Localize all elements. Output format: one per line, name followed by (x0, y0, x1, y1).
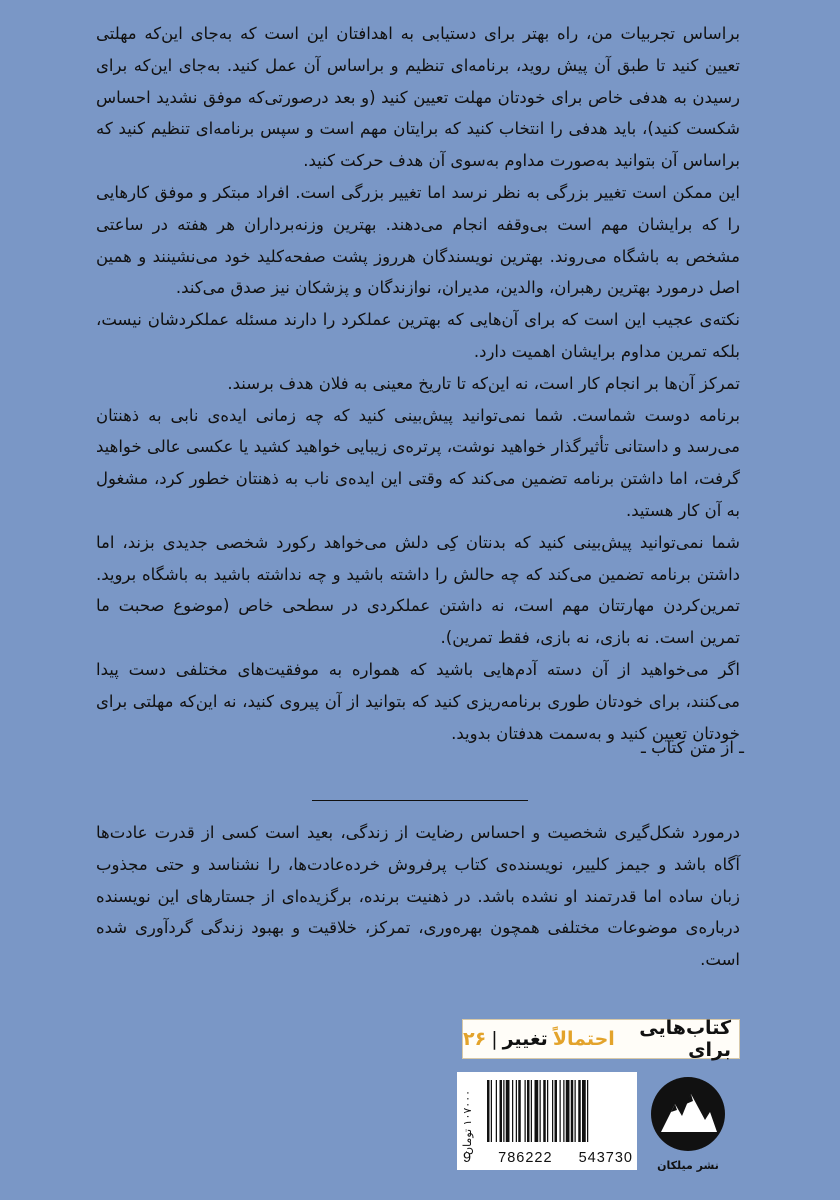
divider (312, 800, 528, 801)
about-book-text (96, 817, 740, 976)
paragraph: براساس تجربیات من، راه بهتر برای دستیابی به اهدافتان این است که به‌جای این‌که مهلتی تعیین کنید تا طبق آن پیش روید، برنامه‌ای تنظیم و براساس آن عمل کنید. به‌جای این‌که برای رسیدن به هدفی خاص برای خودتان مهلت تعیین کنید (و بعد درصورتی‌که موفق نشدید احساس شکست کنید)، باید هدفی را انتخاب کنید که برایتان مهم است و سپس برنامه‌ای تنظیم کنید که براساس آن بتوانید به‌صورت مداوم به‌سوی آن هدف حرکت کنید. (96, 24, 740, 171)
excerpt-source: ـ از متن کتاب ـ (641, 738, 744, 757)
main-text (96, 18, 740, 749)
series-prefix: کتاب‌هایی برای (639, 1017, 731, 1061)
paragraph: نکته‌ی عجیب این است که برای آن‌هایی که بهترین عملکرد را دارند مسئله عملکردشان نیست، بلکه تمرین مداوم برایشان اهمیت دارد. (96, 310, 740, 361)
series-suffix: تغییر (502, 1028, 548, 1050)
paragraph: این ممکن است تغییر بزرگی به نظر نرسد اما تغییر بزرگی است. افراد مبتکر و موفق کارهایی را که برایشان مهم است بی‌وقفه انجام می‌دهند. بهترین وزنه‌برداران هر هفته در ساعتی مشخص به باشگاه می‌روند. بهترین نویسندگان هرروز پشت صفحه‌کلید خود می‌نشینند و همین اصل درمورد بهترین رهبران، والدین، مدیران، نوازندگان و پزشکان نیز صدق می‌کند. (96, 182, 740, 298)
paragraph: برنامه دوست شماست. شما نمی‌توانید پیش‌بینی کنید که چه زمانی ایده‌ی نابی به ذهنتان می‌رسد و داستانی تأثیرگذار خواهید نوشت، پرتره‌ی زیبایی خواهید کشید یا عکسی عالی خواهید گرفت، اما داشتن برنامه تضمین می‌کند که وقتی این ایده‌ی ناب به ذهنتان خطور کرد، مشغول به آن کار هستید. (96, 405, 740, 520)
barcode (457, 1072, 637, 1170)
barcode-digits-mid: 786222 (498, 1150, 553, 1166)
barcode-bars (485, 1080, 625, 1142)
price-label: ۱۰۷۰۰۰ تومان (461, 1089, 474, 1155)
barcode-digits-right: 543730 (578, 1150, 633, 1166)
paragraph: درمورد شکل‌گیری شخصیت و احساس رضایت از زندگی، بعید است کسی از قدرت عادت‌ها آگاه باشد و جیمز کلییر، نویسنده‌ی کتاب پرفروش خرده‌عادت‌ها، را نشناسد و حتی مجذوب زبان ساده اما قدرتمند او نشده باشد. در ذهنیت برنده، برگزیده‌ای از جستارهای این نویسنده درباره‌ی موضوعات مختلفی همچون بهره‌وری، تمرکز، خلاقیت و بهبود زندگی گردآوری شده است. (96, 823, 740, 970)
series-banner (462, 1019, 740, 1059)
publisher-logo (649, 1074, 727, 1172)
mountains-icon (649, 1074, 727, 1154)
publisher-name: نشر میلکان (657, 1159, 719, 1172)
barcode-digit-left: 9 (463, 1150, 473, 1166)
paragraph: تمرکز آن‌ها بر انجام کار است، نه این‌که تا تاریخ معینی به فلان هدف برسند. (227, 373, 740, 393)
series-number: ۲۶ (463, 1028, 487, 1050)
paragraph: شما نمی‌توانید پیش‌بینی کنید که بدنتان کِی دلش می‌خواهد رکورد شخصی جدیدی بزند، اما داشتن برنامه تضمین می‌کند که چه حالش را داشته باشید و چه نداشته باشید به باشگاه بروید. تمرین‌کردن مهارتتان مهم است، نه داشتن عملکردی در سطحی خاص (موضوع صحبت ما تمرین است. نه بازی، نه بازی، فقط تمرین). (96, 532, 740, 648)
paragraph: اگر می‌خواهید از آن دسته آدم‌هایی باشید که همواره به موفقیت‌های مختلفی دست پیدا می‌کنند، برای خودتان طوری برنامه‌ریزی کنید که بتوانید از آن پیروی کنید، نه این‌که مهلتی برای خودتان تعیین کنید و به‌سمت هدفتان بدوید. (96, 659, 740, 743)
series-separator: | (491, 1028, 498, 1050)
series-accent-word: احتمالاً (552, 1028, 615, 1050)
barcode-number (463, 1150, 633, 1166)
